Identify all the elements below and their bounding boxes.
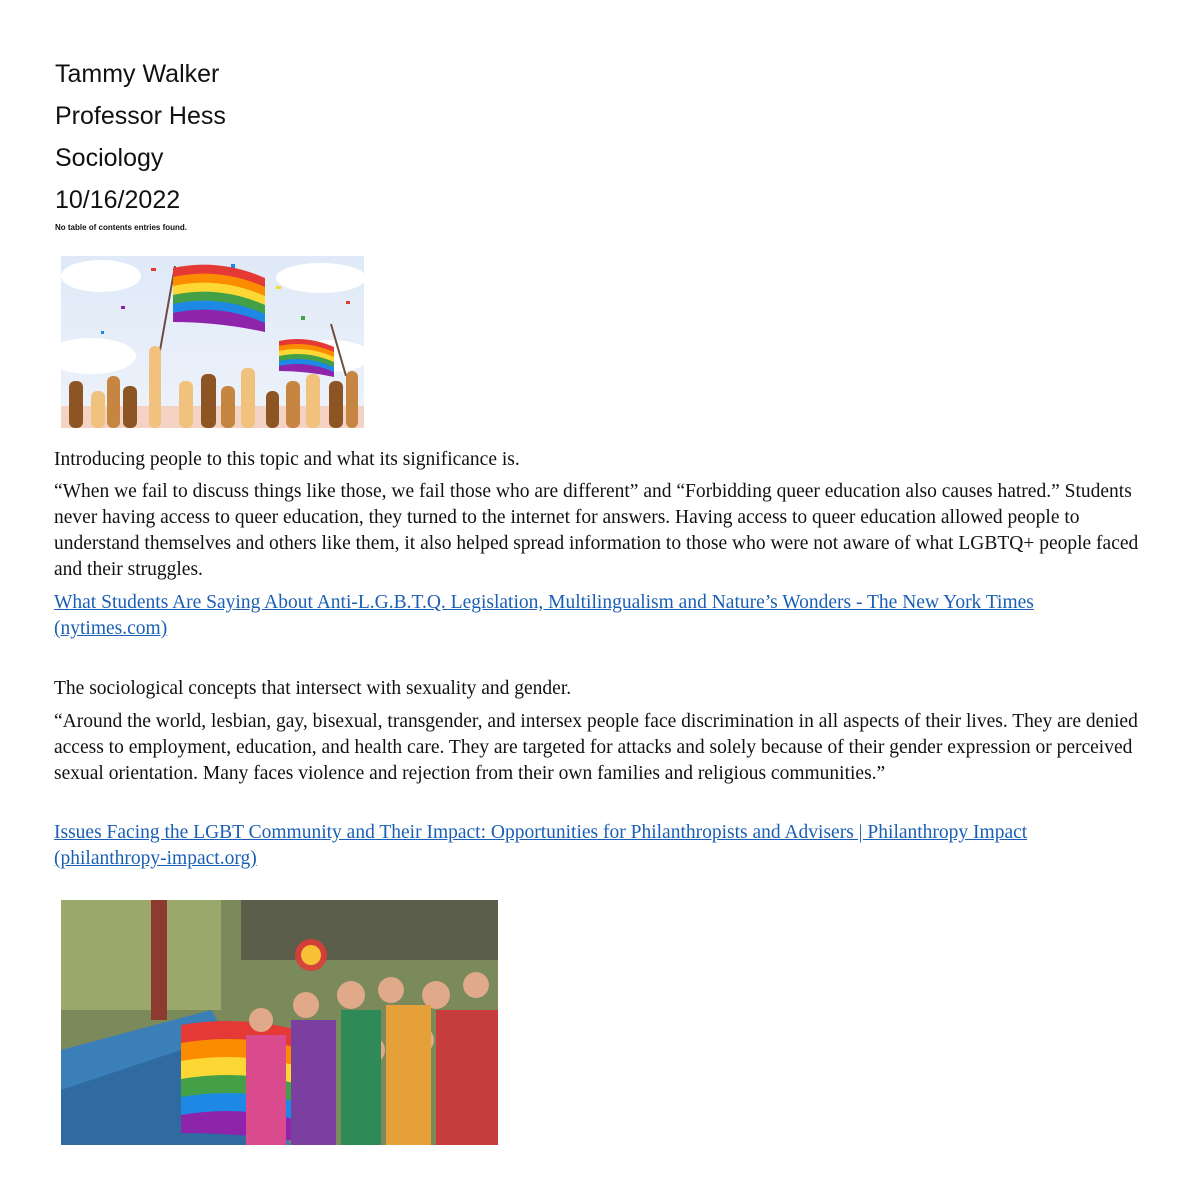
section1-paragraph: “When we fail to discuss things like those, we fail those who are different” and “Forbidding queer education also causes hatred.” Students never having access to queer education, they turned to the internet for answers. Having access to queer education allowed people to understand themselves and others like them, it also helped spread information to those who were not aware of what LGBTQ+ people faced and their struggles. [54, 481, 1139, 580]
toc-placeholder: No table of contents entries found. [55, 223, 188, 232]
course-name: Sociology [55, 144, 164, 172]
section2-intro: The sociological concepts that intersect with sexuality and gender. [54, 678, 572, 699]
pride-hands-illustration [61, 256, 364, 428]
section1-intro: Introducing people to this topic and what its significance is. [54, 449, 520, 470]
nytimes-link[interactable]: What Students Are Saying About Anti-L.G.B.T.Q. Legislation, Multilingualism and Nature’s Wonders - The New York Times (nytimes.com) [54, 592, 1034, 639]
document-date: 10/16/2022 [55, 186, 181, 214]
pride-parade-photo [61, 900, 498, 1145]
section2-paragraph: “Around the world, lesbian, gay, bisexual, transgender, and intersex people face discrimination in all aspects of their lives. They are denied access to employment, education, and health care. They are targeted for attacks and solely because of their gender expression or perceived sexual orientation. Many faces violence and rejection from their own families and religious communities.” [54, 711, 1138, 784]
philanthropy-impact-link[interactable]: Issues Facing the LGBT Community and Their Impact: Opportunities for Philanthropists and Advisers | Philanthropy Impact (philanthropy-impact.org) [54, 822, 1028, 869]
professor-name: Professor Hess [55, 102, 226, 130]
author-name: Tammy Walker [55, 60, 220, 88]
